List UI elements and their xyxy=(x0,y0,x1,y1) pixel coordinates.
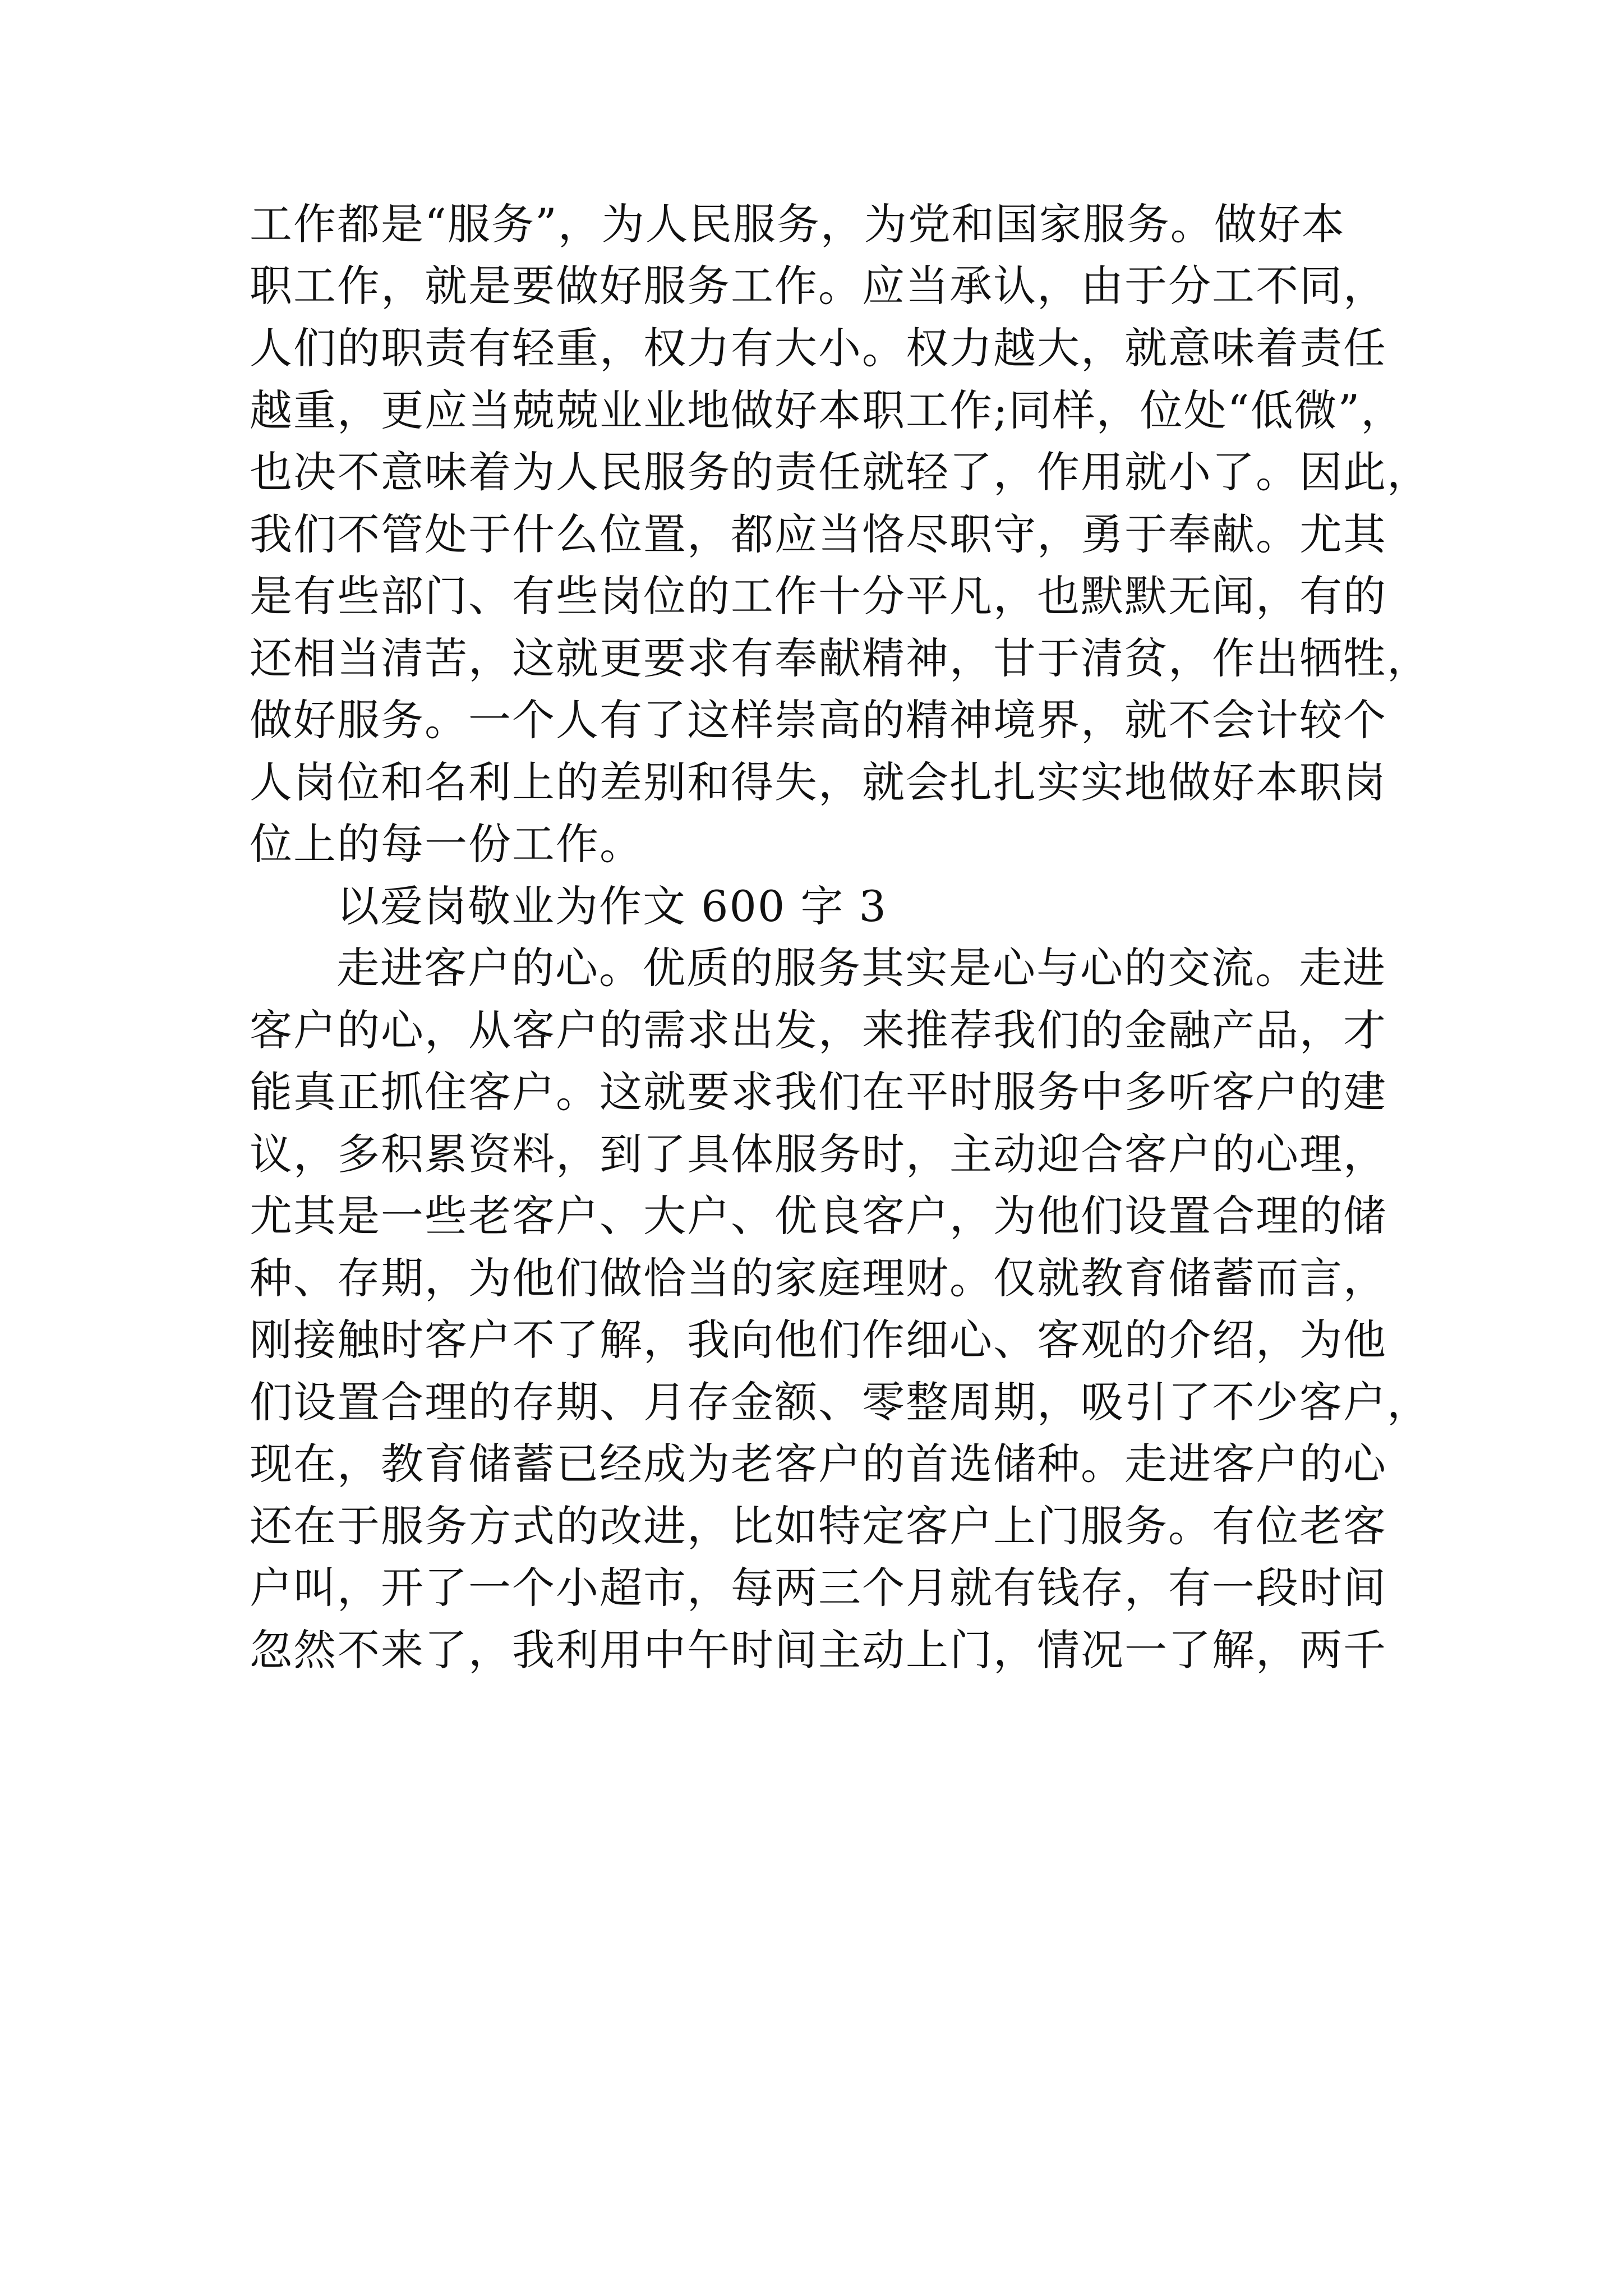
text-line: 做好服务。一个人有了这样崇高的精神境界，就不会计较个 xyxy=(250,695,1387,745)
text-line: 越重，更应当兢兢业业地做好本职工作;同样，位处“低微”， xyxy=(250,385,1405,435)
text-line: 议，多积累资料，到了具体服务时，主动迎合客户的心理， xyxy=(250,1129,1387,1179)
text-line: 们设置合理的存期、月存金额、零整周期，吸引了不少客户， xyxy=(250,1377,1431,1427)
text-line: 现在，教育储蓄已经成为老客户的首选储种。走进客户的心 xyxy=(250,1439,1387,1489)
text-line: 是有些部门、有些岗位的工作十分平凡，也默默无闻，有的 xyxy=(250,571,1387,621)
text-line: 还在于服务方式的改进，比如特定客户上门服务。有位老客 xyxy=(250,1501,1387,1551)
text-line: 能真正抓住客户。这就要求我们在平时服务中多听客户的建 xyxy=(250,1067,1387,1117)
section-heading: 以爱岗敬业为作文 600 字 3 xyxy=(336,881,887,931)
text-line: 工作都是“服务”，为人民服务，为党和国家服务。做好本 xyxy=(250,199,1345,249)
text-line: 位上的每一份工作。 xyxy=(250,819,643,869)
text-line: 户叫，开了一个小超市，每两三个月就有钱存，有一段时间 xyxy=(250,1563,1387,1613)
paragraph-first-line: 走进客户的心。优质的服务其实是心与心的交流。走进 xyxy=(336,943,1386,993)
text-line: 刚接触时客户不了解，我向他们作细心、客观的介绍，为他 xyxy=(250,1315,1387,1365)
text-line: 职工作，就是要做好服务工作。应当承认，由于分工不同， xyxy=(250,261,1387,311)
text-line: 客户的心，从客户的需求出发，来推荐我们的金融产品，才 xyxy=(250,1005,1387,1055)
text-line: 还相当清苦，这就更要求有奉献精神，甘于清贫，作出牺牲， xyxy=(250,633,1431,683)
text-line: 也决不意味着为人民服务的责任就轻了，作用就小了。因此， xyxy=(250,447,1431,497)
text-line: 尤其是一些老客户、大户、优良客户，为他们设置合理的储 xyxy=(250,1191,1387,1241)
text-line: 我们不管处于什么位置，都应当恪尽职守，勇于奉献。尤其 xyxy=(250,509,1387,559)
text-line: 忽然不来了，我利用中午时间主动上门，情况一了解，两千 xyxy=(250,1625,1387,1675)
text-line: 种、存期，为他们做恰当的家庭理财。仅就教育储蓄而言， xyxy=(250,1253,1387,1303)
text-line: 人们的职责有轻重，权力有大小。权力越大，就意味着责任 xyxy=(250,323,1387,373)
text-line: 人岗位和名利上的差别和得失，就会扎扎实实地做好本职岗 xyxy=(250,757,1387,807)
